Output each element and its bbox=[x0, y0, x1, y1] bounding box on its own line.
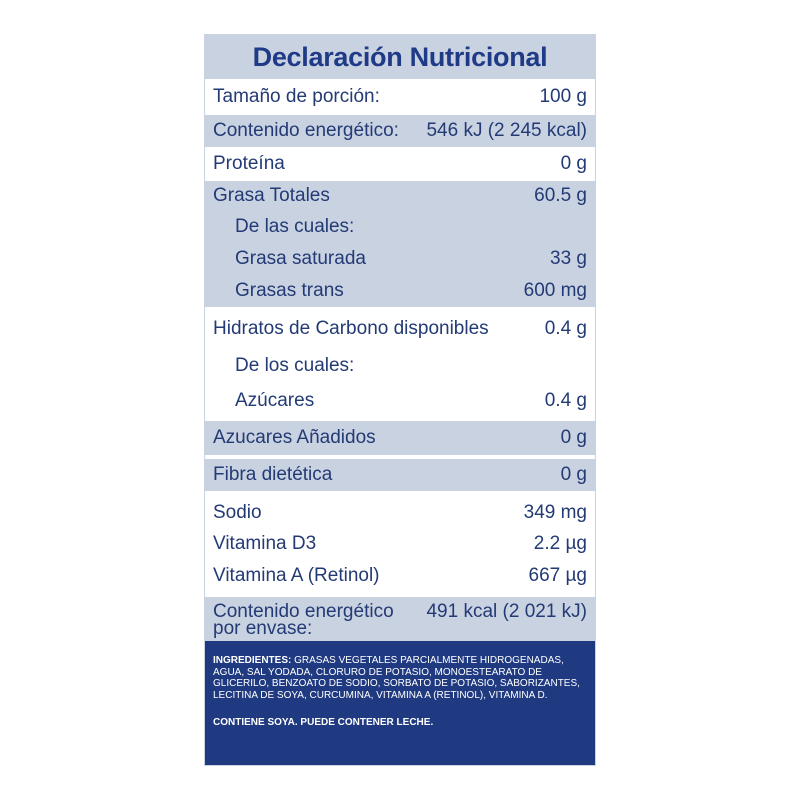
row-label: Hidratos de Carbono disponibles bbox=[213, 318, 489, 339]
row-of-which-fat bbox=[205, 211, 595, 243]
row-label: Vitamina D3 bbox=[213, 533, 317, 554]
row-label: De los cuales: bbox=[235, 355, 355, 376]
row-added-sugars bbox=[205, 421, 595, 455]
row-label: Grasa saturada bbox=[235, 248, 366, 269]
nutrition-label bbox=[204, 34, 596, 766]
row-value: 0 g bbox=[560, 427, 587, 448]
row-label: Contenido energético: bbox=[213, 120, 399, 141]
row-energy-per-package bbox=[205, 597, 595, 645]
row-value: 0 g bbox=[560, 464, 587, 485]
row-of-which-carbs bbox=[205, 351, 595, 381]
row-value: 491 kcal (2 021 kJ) bbox=[426, 601, 587, 622]
row-value: 100 g bbox=[539, 86, 587, 107]
row-value: 2.2 µg bbox=[533, 533, 587, 554]
row-value: 349 mg bbox=[523, 502, 587, 523]
row-label: De las cuales: bbox=[235, 216, 355, 237]
row-total-fat bbox=[205, 181, 595, 211]
row-saturated-fat bbox=[205, 243, 595, 275]
row-fiber bbox=[205, 459, 595, 491]
label-title: Declaración Nutricional bbox=[205, 35, 595, 79]
row-label: Tamaño de porción: bbox=[213, 86, 380, 107]
row-label: Fibra dietética bbox=[213, 464, 333, 485]
row-value: 0 g bbox=[560, 153, 587, 174]
row-value: 60.5 g bbox=[534, 185, 587, 206]
row-sodium bbox=[205, 491, 595, 529]
row-protein bbox=[205, 147, 595, 181]
row-value: 600 mg bbox=[523, 280, 587, 301]
row-sugars bbox=[205, 381, 595, 421]
row-label: Grasas trans bbox=[235, 280, 344, 301]
row-label: Contenido energético por envase: bbox=[213, 601, 394, 639]
row-energy bbox=[205, 115, 595, 147]
ingredients-list bbox=[213, 655, 587, 701]
allergen-note: CONTIENE SOYA. PUEDE CONTENER LECHE. bbox=[213, 717, 434, 729]
ingredients-text: GRASAS VEGETALES PARCIALMENTE HIDROGENADAS, AGUA, SAL YODADA, CLORURO DE POTASIO, MONOESTEARATO DE GLICERILO, BENZOATO DE SODIO, SORBATO DE POTASIO, SABORIZANTES, LECITINA DE SOYA, CURCUMINA, VITAMINA A (RETINOL), VITAMINA D. bbox=[213, 655, 580, 701]
row-value: 33 g bbox=[550, 248, 587, 269]
row-value: 667 µg bbox=[528, 565, 587, 586]
row-vitamin-a bbox=[205, 559, 595, 593]
row-label: Sodio bbox=[213, 502, 262, 523]
row-value: 546 kJ (2 245 kcal) bbox=[426, 120, 587, 141]
row-vitamin-d3 bbox=[205, 529, 595, 559]
row-label: Azucares Añadidos bbox=[213, 427, 376, 448]
row-label: Proteína bbox=[213, 153, 285, 174]
ingredients-box bbox=[205, 641, 595, 765]
ingredients-heading: INGREDIENTES: bbox=[213, 655, 292, 666]
row-value: 0.4 g bbox=[544, 318, 587, 339]
row-carbohydrates bbox=[205, 307, 595, 351]
row-label: Grasa Totales bbox=[213, 185, 330, 206]
row-trans-fat bbox=[205, 275, 595, 307]
row-value: 0.4 g bbox=[544, 390, 587, 411]
row-serving-size bbox=[205, 79, 595, 115]
row-label: Azúcares bbox=[235, 390, 315, 411]
row-label: Vitamina A (Retinol) bbox=[213, 565, 380, 586]
